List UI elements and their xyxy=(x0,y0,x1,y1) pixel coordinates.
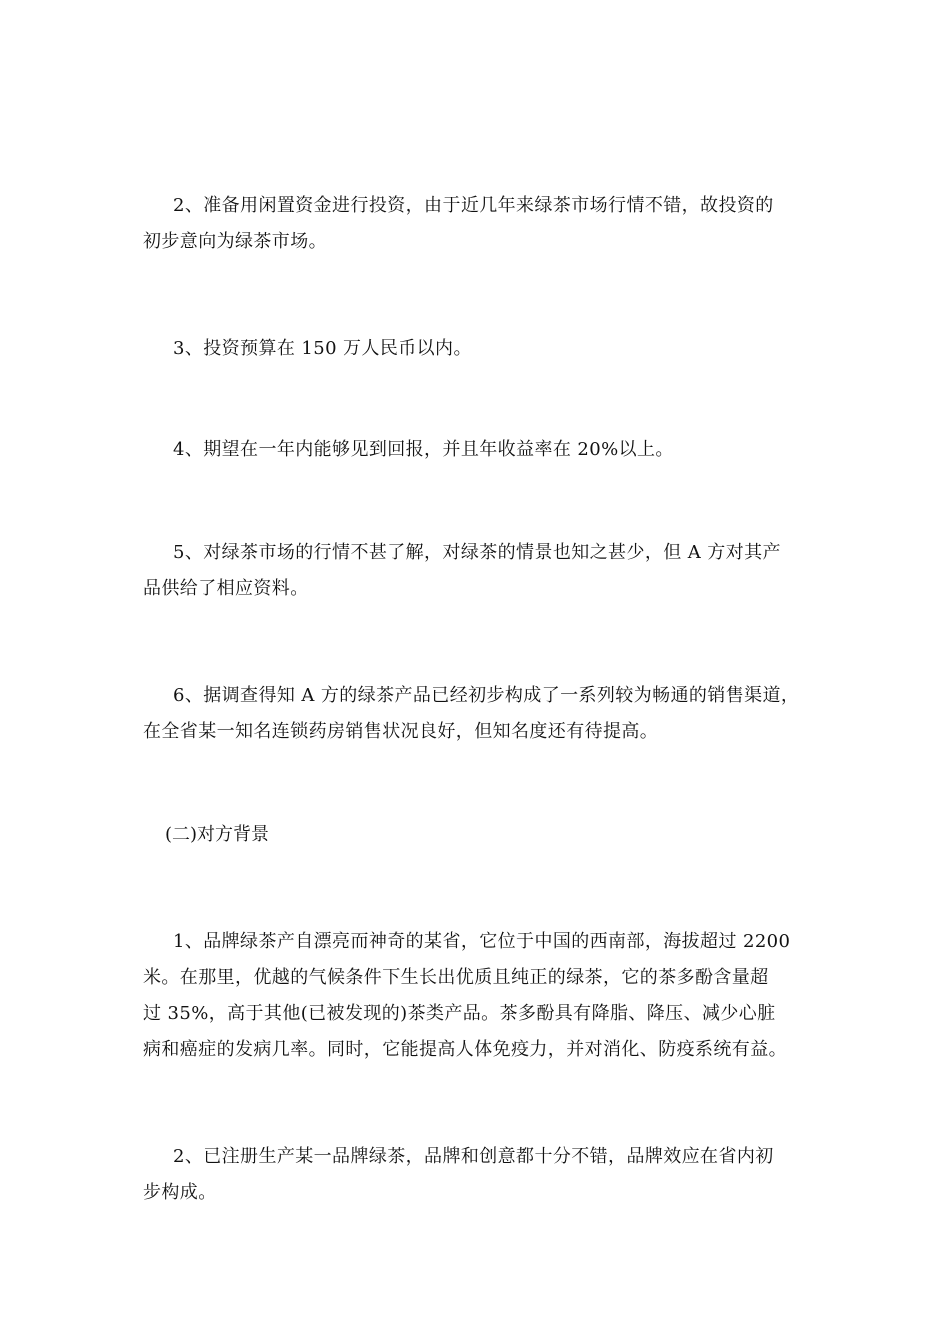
paragraph-line: 步构成。 xyxy=(143,1182,217,1203)
paragraph-line: 品供给了相应资料。 xyxy=(143,578,309,599)
paragraph-line: 1、品牌绿茶产自漂亮而神奇的某省，它位于中国的西南部，海拔超过 2200 xyxy=(173,931,791,952)
paragraph-line: 在全省某一知名连锁药房销售状况良好，但知名度还有待提高。 xyxy=(143,721,659,742)
paragraph-line: 5、对绿茶市场的行情不甚了解，对绿茶的情景也知之甚少，但 A 方对其产 xyxy=(173,542,781,563)
paragraph-line: 4、期望在一年内能够见到回报，并且年收益率在 20%以上。 xyxy=(173,439,674,460)
paragraph-item-2 xyxy=(143,188,808,260)
paragraph-line: 3、投资预算在 150 万人民币以内。 xyxy=(173,338,472,359)
paragraph-line: 过 35%，高于其他(已被发现的)茶类产品。茶多酚具有降脂、降压、减少心脏 xyxy=(143,1003,776,1024)
paragraph-line: 2、准备用闲置资金进行投资，由于近几年来绿茶市场行情不错，故投资的 xyxy=(173,195,774,216)
paragraph-line: 初步意向为绿茶市场。 xyxy=(143,231,327,252)
paragraph-line: 6、据调查得知 A 方的绿茶产品已经初步构成了一系列较为畅通的销售渠道， xyxy=(173,685,800,706)
paragraph-item-3 xyxy=(143,331,808,367)
paragraph-line: 病和癌症的发病几率。同时，它能提高人体免疫力，并对消化、防疫系统有益。 xyxy=(143,1039,787,1060)
paragraph-item-4 xyxy=(143,432,808,468)
paragraph-item-6 xyxy=(143,678,808,750)
background-item-1 xyxy=(143,924,808,1068)
background-item-2 xyxy=(143,1139,808,1211)
paragraph-item-5 xyxy=(143,535,808,607)
section-heading: (二)对方背景 xyxy=(165,824,270,845)
paragraph-line: 米。在那里，优越的气候条件下生长出优质且纯正的绿茶，它的茶多酚含量超 xyxy=(143,967,769,988)
paragraph-line: 2、已注册生产某一品牌绿茶，品牌和创意都十分不错，品牌效应在省内初 xyxy=(173,1146,774,1167)
